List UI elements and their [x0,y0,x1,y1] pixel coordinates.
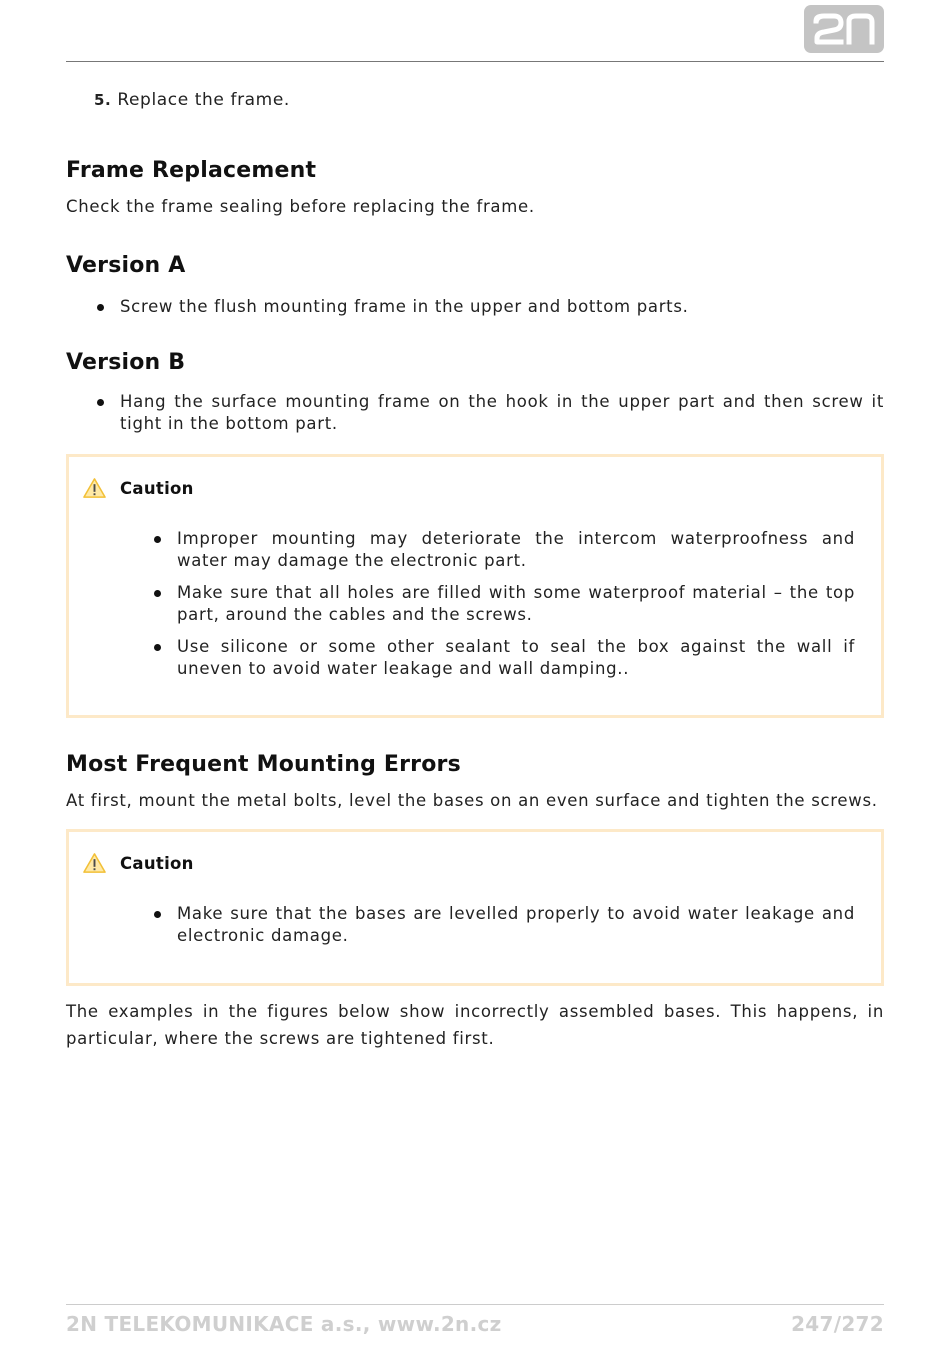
examples-text: The examples in the figures below show incorrectly assembled bases. This happens, in particular, where the screws are tightened first. [66,1002,884,1048]
bullet-icon [97,399,104,406]
caution-box [66,454,884,718]
list-item: Make sure that the bases are levelled properly to avoid water leakage and electronic damage. [123,903,855,947]
step-item [94,90,884,110]
caution-header [83,852,194,874]
header-rule [66,61,884,62]
list-item: Hang the surface mounting frame on the hook in the upper part and then screw it tight in the bottom part. [66,391,884,435]
company-logo [804,5,884,53]
warning-icon [83,477,106,499]
caution-list [123,903,855,957]
frame-replacement-text: Check the frame sealing before replacing the frame. [66,197,535,216]
bullet-icon [97,304,104,311]
version-b-list [66,391,884,435]
list-item: Improper mounting may deteriorate the intercom waterproofness and water may damage the electronic part. [123,528,855,572]
step-number: 5. [94,91,112,109]
version-a-list [66,296,884,318]
heading-version-b: Version B [66,350,186,375]
footer-rule [66,1304,884,1305]
heading-mounting-errors: Most Frequent Mounting Errors [66,752,461,777]
bullet-icon [154,590,161,597]
step-text: Replace the frame. [117,90,290,110]
heading-version-a: Version A [66,253,186,278]
bullet-icon [154,536,161,543]
bullet-icon [154,911,161,918]
mounting-errors-text: At first, mount the metal bolts, level the bases on an even surface and tighten the screws. [66,791,878,810]
bullet-icon [154,644,161,651]
logo-2n-icon [804,5,884,53]
caution-list [123,528,855,690]
page-number: 247/272 [791,1312,884,1336]
footer-company: 2N TELEKOMUNIKACE a.s., www.2n.cz [66,1312,502,1336]
list-item: Screw the flush mounting frame in the upper and bottom parts. [66,296,884,318]
caution-title: Caution [120,478,194,498]
caution-title: Caution [120,853,194,873]
caution-header [83,477,194,499]
warning-icon [83,852,106,874]
list-item: Make sure that all holes are filled with some waterproof material – the top part, around the cables and the screws. [123,582,855,626]
caution-box [66,829,884,986]
heading-frame-replacement: Frame Replacement [66,158,317,183]
list-item: Use silicone or some other sealant to seal the box against the wall if uneven to avoid water leakage and wall damping.. [123,636,855,680]
page-content [66,90,884,1052]
